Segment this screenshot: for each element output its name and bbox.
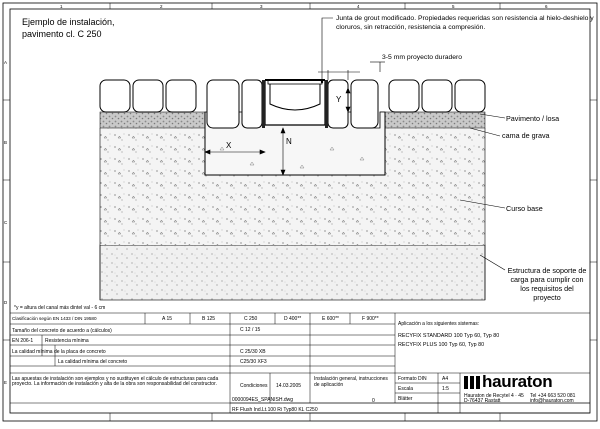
drawing-name: RF Flush Ind.Lt.100 Ri Typ80 KL C250 [232, 407, 318, 413]
slab-quality-value: C 25/30 XB [240, 349, 266, 355]
gravel-bed-left [100, 112, 205, 128]
classification-label: Clasificación según EN 1433 / DIN 19580 [12, 316, 97, 321]
dim-n-label: N [286, 137, 292, 146]
phone: Tel +34 663 520 081 [530, 393, 576, 399]
callout-gravel: cama de grava [502, 131, 550, 140]
frame-letter-e: E [4, 380, 8, 385]
class-f900: F 900** [362, 316, 379, 322]
class-d400: D 400** [284, 316, 302, 322]
callout-grout: Junta de grout modificado. Propiedades requeridas son resistencia al hielo-deshielo y cloruros, sin retracción, resistencia a compresión. [336, 15, 594, 31]
slab-quality-label: La calidad mínima de la placa de concreto [12, 349, 106, 355]
drawing-title [22, 16, 172, 40]
frame-number-6: 6 [545, 4, 548, 9]
callout-structure: Estructura de soporte de carga para cumplir con los requisitos del proyecto [507, 266, 587, 302]
address-line-1: Hauraton de Recytel 4 · 45 [464, 393, 524, 399]
frame-letter-b: B [4, 140, 8, 145]
dim-y-label: Y [336, 95, 342, 104]
disclaimer: Las apuestas de instalación son ejemplos y no sustituyen el cálculo de estructuras para cada proyecto. La información de instalación y alta de la obra son responsabilidad del constructor. [12, 376, 219, 387]
format-label: Formato DIN [398, 376, 427, 382]
frame-number-2: 2 [160, 4, 163, 9]
class-b125: B 125 [202, 316, 216, 322]
applies-plus: RECYFIX PLUS 100 Typ 60, Typ 80 [398, 342, 485, 348]
frame-number-3: 3 [260, 4, 263, 9]
frame-number-4: 4 [357, 4, 360, 9]
callout-paving: Pavimento / losa [506, 114, 560, 123]
format-value: A4 [442, 376, 449, 382]
gravel-bed-right [380, 112, 485, 128]
brand-name: hauraton [482, 372, 553, 391]
scale-label: Escala [398, 386, 414, 392]
class-c250: C 250 [244, 316, 258, 322]
title-line-1: Ejemplo de instalación, [22, 17, 115, 27]
concrete-quality-value: C25/30 XF3 [240, 359, 267, 365]
applies-label: Aplicación a los siguientes sistemas: [398, 321, 480, 327]
conditions-label: Condiciones [240, 383, 268, 389]
concrete-quality-label: La calidad mínima del concreto [58, 359, 128, 365]
min-strength-label: Resistencia mínima [45, 338, 89, 344]
applies-standard: RECYFIX STANDARD 100 Typ 60, Typ 80 [398, 333, 500, 339]
dim-x-label: X [226, 141, 232, 150]
frame-number-1: 1 [60, 4, 63, 9]
frame-letter-a: A [4, 60, 8, 65]
revision: 0 [372, 398, 375, 404]
address-line-2: D-76437 Rastatt [464, 398, 501, 404]
scale-value: 1:5 [442, 386, 449, 392]
drawing-date: 14.03.2005 [276, 383, 302, 389]
en-206-label: EN 206-1 [12, 338, 34, 344]
title-line-2: pavimento cl. C 250 [22, 29, 102, 39]
callout-gap: 3-5 mm proyecto duradero [382, 54, 463, 61]
email: info@hauraton.com [530, 398, 574, 404]
frame-letter-d: D [4, 300, 8, 305]
callout-base: Curso base [506, 204, 543, 213]
drainage-channel [265, 80, 325, 125]
hauraton-logo-icon [464, 376, 480, 389]
class-a15: A 15 [162, 316, 173, 322]
load-bearing-structure [100, 245, 485, 300]
instructions: Instalación general, instrucciones de aplicación [314, 376, 388, 388]
frame-number-5: 5 [452, 4, 455, 9]
concrete-size-value: C 12 / 15 [240, 327, 261, 333]
frame-letter-c: C [4, 220, 8, 225]
file-name: 0000094ES_SPANISH.dwg [232, 397, 294, 403]
concrete-size-label: Tamaño del concreto de acuerdo a (cálculos) [12, 328, 112, 334]
class-e600: E 600** [322, 316, 339, 322]
sheet-label: Blätter [398, 396, 413, 402]
footnote: *y = altura del canal más dintel val - 6 cm [14, 305, 106, 311]
